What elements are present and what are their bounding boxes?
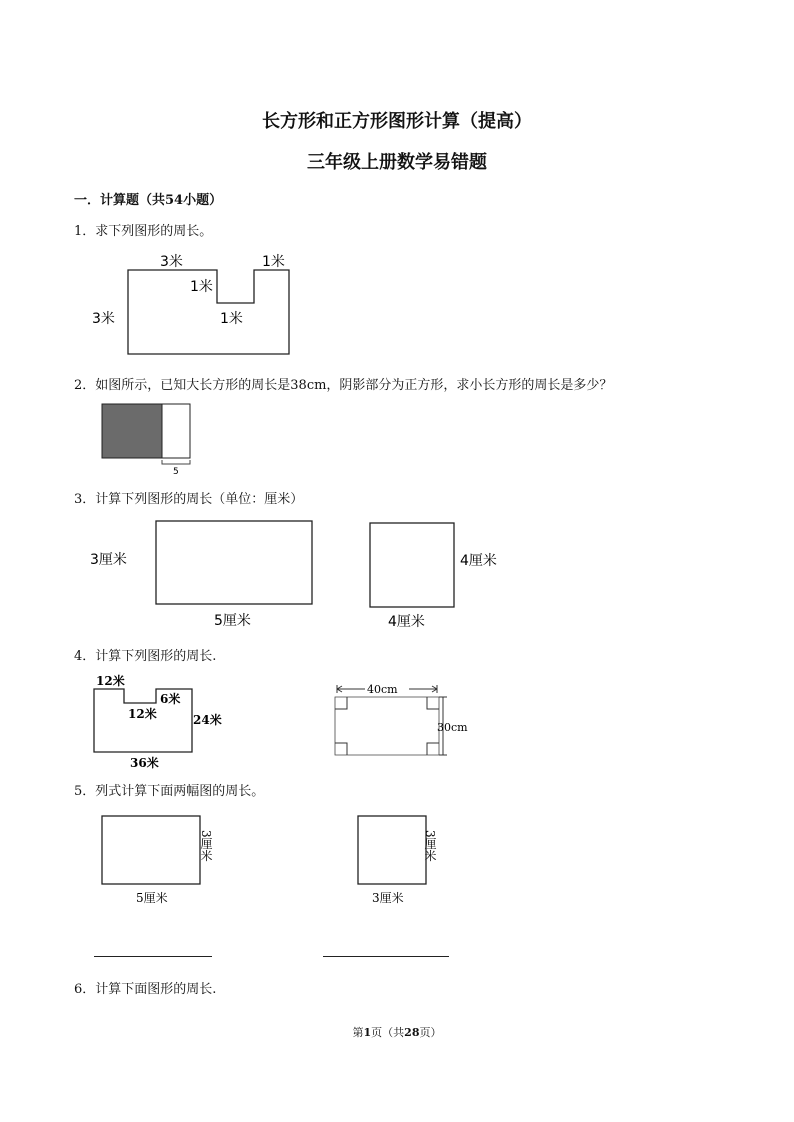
footer-page-mid: 页（共 — [371, 1026, 405, 1039]
q3-square-width-label: 4厘米 — [388, 614, 425, 630]
footer-page-total: 28 — [404, 1026, 420, 1039]
q3-rect-height-label: 3厘米 — [90, 552, 127, 568]
question-5-figure — [90, 810, 490, 908]
q1-top-left-label: 3米 — [160, 254, 183, 270]
q4-top-left-label: 12米 — [96, 674, 125, 688]
q4-notch-depth-label: 6米 — [160, 692, 181, 706]
answer-line-1[interactable] — [94, 956, 212, 957]
q4-height-label: 30cm — [437, 721, 468, 734]
q5-square-height-label: 3厘米 — [423, 830, 437, 862]
q3-rect-width-label: 5厘米 — [214, 613, 251, 629]
q5-rect-height-label: 3厘米 — [199, 830, 213, 862]
page-title: 长方形和正方形图形计算（提高） — [262, 111, 532, 132]
question-5-text: 5．列式计算下面两幅图的周长。 — [74, 784, 265, 799]
question-4-figure-1 — [80, 670, 240, 772]
page-subtitle: 三年级上册数学易错题 — [307, 152, 487, 173]
question-4-figure-2 — [325, 675, 485, 765]
footer-page-prefix: 第 — [352, 1026, 364, 1039]
question-3-figure — [80, 515, 520, 635]
q1-left-label: 3米 — [92, 311, 115, 327]
q5-rect-width-label: 5厘米 — [136, 891, 168, 905]
question-1-figure — [80, 248, 320, 360]
q4-bottom-label: 36米 — [130, 756, 159, 770]
footer-page-suffix: 页） — [419, 1026, 442, 1039]
q4-right-label: 24米 — [193, 713, 222, 727]
page-footer — [0, 1024, 794, 1040]
question-4-text: 4．计算下列图形的周长. — [74, 649, 217, 664]
question-2-figure — [98, 400, 198, 476]
question-1-text: 1．求下列图形的周长。 — [74, 224, 213, 239]
q2-bottom-label: 5 — [173, 467, 179, 476]
section-heading: 一．计算题（共54小题） — [74, 193, 223, 208]
q1-top-right-label: 1米 — [262, 254, 285, 270]
q5-square-width-label: 3厘米 — [372, 891, 404, 905]
q4-notch-width-label: 12米 — [128, 707, 157, 721]
footer-page-number: 1 — [363, 1026, 372, 1039]
question-2-text: 2．如图所示，已知大长方形的周长是38cm，阴影部分为正方形，求小长方形的周长是多少？ — [74, 378, 613, 393]
q1-notch-depth-label: 1米 — [190, 279, 213, 295]
answer-line-2[interactable] — [323, 956, 449, 957]
question-6-text: 6．计算下面图形的周长. — [74, 982, 217, 997]
q4-width-label: 40cm — [367, 683, 398, 696]
question-3-text: 3．计算下列图形的周长（单位：厘米） — [74, 492, 304, 507]
q1-notch-width-label: 1米 — [220, 311, 243, 327]
q3-square-height-label: 4厘米 — [460, 553, 497, 569]
